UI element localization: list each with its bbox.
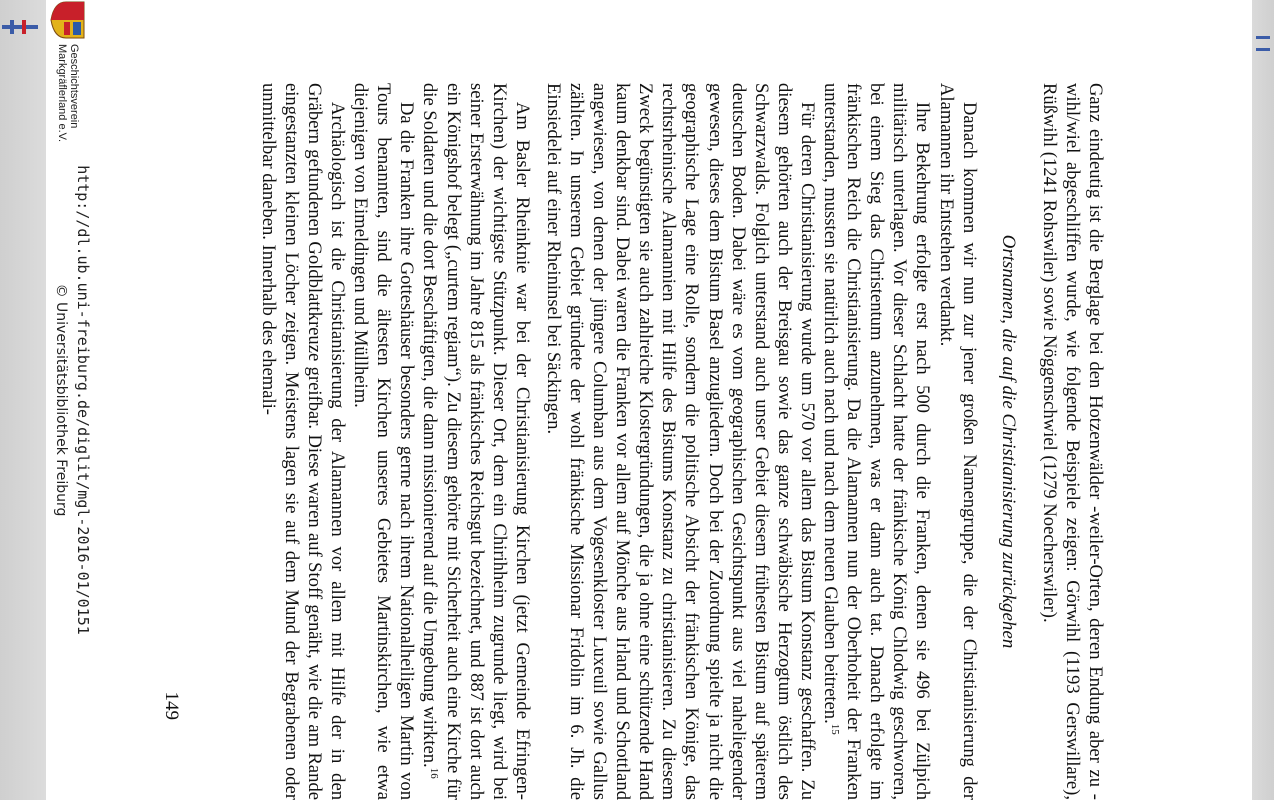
scanned-page: [46, 0, 1252, 800]
society-crest-icon: [50, 0, 86, 40]
paragraph-text: Am Basler Rheinknie war bei der Christianisierung Kirchen (jetzt Gemeinde Efringen-Kirchen) der wichtigste Stützpunkt. Dieser Ort, dem ein Chirihheim zugrunde liegt, wird bei seiner Ersterwähnung im Jahre 815 als fränkisches Reichsgut bezeichnet, und 887 ist dort auch ein Königshof belegt („curtem regiam“). Zu diesem gehörte mit Sicherheit auch eine Kirche für die Soldaten und die dort Beschäftigten, die dann missionierend auf die Umgebung wirkten.: [419, 83, 533, 800]
footnote-ref: 15: [829, 723, 842, 735]
body-text: [257, 83, 1107, 800]
paragraph-text: Ihre Bekehrung erfolgte erst nach 500 durch die Franken, denen sie 496 bei Zülpich militärisch unterlagen. Vor dieser Schlacht hatte der fränkische König Chlodwig geschworen, bei einem Sieg das Christentum anzunehmen, was er dann auch tat. Danach erfolgte im fränkischen Reich die Christianisierung. Da die Alamannen nun der Oberhoheit der Franken unterstanden, mussten sie natürlich auch nach und nach dem neuen Glauben beitreten.: [820, 83, 934, 800]
viewer-marker-icon: [1256, 30, 1270, 60]
paragraph: Archäologisch ist die Christianisierung der Alamannen vor allem mit Hilfe der in den Gräbern gefundenen Goldblattkreuze greifbar. Diese waren auf Stoff genäht, wie die am Rande eingestanzten kleinen Löcher zeigen. Meistens lagen sie auf dem Mund der Begrabenen oder unmittelbar daneben. Innerhalb des ehemali-: [257, 83, 349, 800]
society-name: [56, 44, 80, 142]
paragraph: Danach kommen wir nun zur jener großen Namengruppe, die der Christianisierung der Alamannen ihr Entstehen verdankt.: [935, 83, 980, 800]
section-heading: Ortsnamen, die auf die Christianisierung zurückgehen: [997, 234, 1019, 649]
viewer-marker-icon: [2, 20, 42, 34]
paragraph: Für deren Christianisierung wurde um 570 vor allem das Bistum Konstanz geschaffen. Zu diesem gehörten auch der Breisgau sowie das ganze schwäbische Herzogtum östlich des Schwarzwalds. Folglich unterstand auch unser Gebiet diesem frühesten Bistum auf späterem deutschen Boden. Dabei wäre es vom geographischen Gesichtspunkt aus viel naheliegender gewesen, dieses dem Bistum Basel anzugliedern. Doch bei der Zuordnung spielte ja nicht die geographische Lage eine Rolle, sondern die politische Absicht der fränkischen Könige, das rechtsrheinische Alamannien mit Hilfe des Bistums Konstanz zu christianisieren. Zu diesem Zweck begünstigten sie auch zahlreiche Klostergründungen, die ja ohne eine schützende Hand kaum denkbar sind. Dabei waren die Franken vor allem auf Mönche aus Irland und Schottland angewiesen, von denen der jüngere Columban aus dem Vogesenkloster Luxeuil sowie Gallus zählten. In unserem Gebiet gründete der wohl fränkische Missionar Fridolin im 6. Jh. die Einsiedelei auf einer Rheininsel bei Säckingen.: [542, 83, 818, 800]
page-content-rotated: [46, 0, 1252, 800]
footer-url-link[interactable]: http://dl.ub.uni-freiburg.de/diglit/mgl-2016-01/0151: [74, 165, 92, 635]
paragraph: [418, 83, 533, 800]
viewer-right-margin: [1252, 0, 1274, 800]
paragraph: Da die Franken ihre Gotteshäuser besonders gerne nach ihrem Nationalheiligen Martin von Tours benannten, sind die ältesten Kirchen unseres Gebietes Martinskirchen, wie etwa diejenigen von Eimeldingen und Müllheim.: [350, 83, 418, 800]
viewer-left-margin: [0, 0, 46, 800]
paragraph: [819, 83, 934, 800]
society-name-line1: Geschichtsverein: [68, 44, 80, 129]
paragraph: Ganz eindeutig ist die Berglage bei den Hotzenwälder -weiler-Orten, deren Endung aber zu -wihl/wiel abgeschliffen wurde, wie folgende Beispiele zeigen: Görwihl (1193 Gerswillare), Rüßwihl (1241 Rohswiler) sowie Nöggenschwiel (1279 Noecherswiler).: [1038, 83, 1106, 800]
footer-copyright: © Universitätsbibliothek Freiburg: [53, 283, 69, 517]
society-name-line2: Markgräflerland e.V.: [56, 44, 68, 143]
page-number: 149: [161, 691, 182, 720]
footnote-ref: 16: [428, 767, 441, 779]
